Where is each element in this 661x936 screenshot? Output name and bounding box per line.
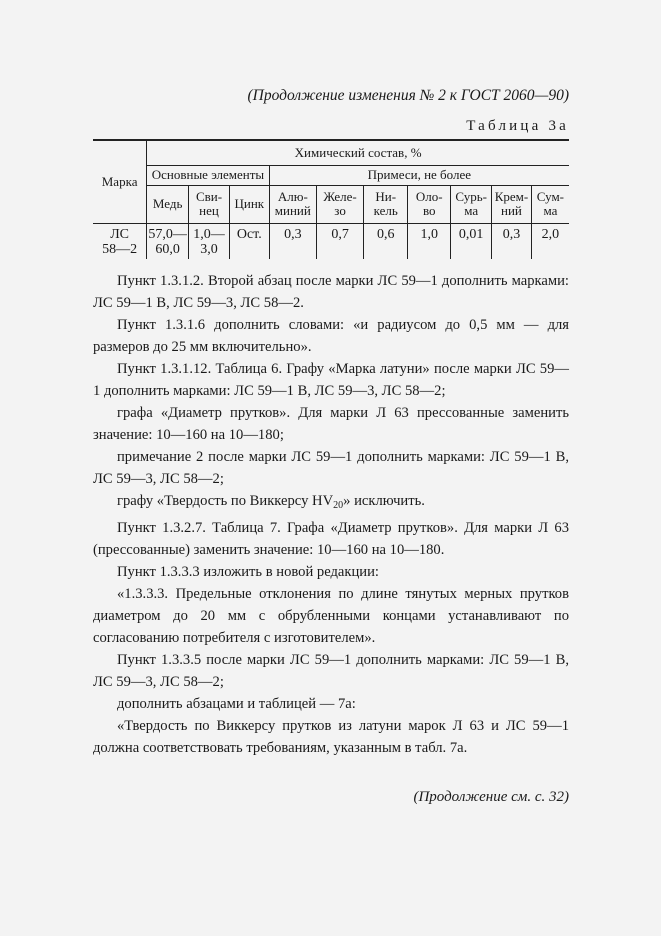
paragraph: примечание 2 после марки ЛС 59—1 дополнить марками: ЛС 59—1 В, ЛС 59—3, ЛС 58—2; bbox=[93, 449, 569, 487]
paragraph: «1.3.3.3. Предельные отклонения по длине тянутых мерных прутков диаметром до 20 мм с обрубленными концами устанавливают по согласованию потребителя с изготовителем». bbox=[93, 586, 569, 646]
col-nickel-header: Ни- кель bbox=[364, 185, 408, 223]
chemical-composition-table bbox=[93, 139, 569, 259]
col-iron-header: Желе- зо bbox=[316, 185, 363, 223]
paragraph: Пункт 1.3.1.6 дополнить словами: «и радиусом до 0,5 мм — для размеров до 25 мм включительно». bbox=[93, 317, 569, 355]
col-silicon-header: Крем- ний bbox=[492, 185, 532, 223]
impurities-header: Примеси, не более bbox=[269, 165, 569, 185]
col-aluminium-header: Алю- миний bbox=[269, 185, 316, 223]
paragraph-hv: графу «Твердость по Виккерсу $HV_{20}$» исключить. bbox=[117, 493, 425, 511]
cell-tin: 1,0 bbox=[408, 223, 451, 259]
paragraph: Пункт 1.3.3.5 после марки ЛС 59—1 дополнить марками: ЛС 59—1 В, ЛС 59—3, ЛС 58—2; bbox=[93, 652, 569, 690]
table-caption: Таблица 3а bbox=[466, 118, 569, 134]
body-text bbox=[93, 270, 569, 759]
cell-zinc: Ост. bbox=[229, 223, 269, 259]
paragraph: Пункт 1.3.1.2. Второй абзац после марки ЛС 59—1 дополнить марками: ЛС 59—1 В, ЛС 59—3, ЛС 58—2. bbox=[93, 273, 569, 311]
paragraph: Пункт 1.3.3.3 изложить в новой редакции: bbox=[117, 564, 379, 580]
cell-copper: 57,0— 60,0 bbox=[147, 223, 189, 259]
col-sum-header: Сум- ма bbox=[531, 185, 569, 223]
footer-note: (Продолжение см. с. 32) bbox=[413, 789, 569, 805]
col-copper-header: Медь bbox=[147, 185, 189, 223]
cell-aluminium: 0,3 bbox=[269, 223, 316, 259]
paragraph: Пункт 1.3.2.7. Таблица 7. Графа «Диаметр прутков». Для марки Л 63 (прессованные) заменить значение: 10—160 на 10—180. bbox=[93, 520, 569, 558]
paragraph: графа «Диаметр прутков». Для марки Л 63 прессованные заменить значение: 10—160 на 10—180; bbox=[93, 405, 569, 443]
col-tin-header: Оло- во bbox=[408, 185, 451, 223]
cell-marka: ЛС 58—2 bbox=[93, 223, 147, 259]
cell-antimony: 0,01 bbox=[451, 223, 492, 259]
col-marka-header: Марка bbox=[93, 140, 147, 223]
paragraph: «Твердость по Виккерсу прутков из латуни марок Л 63 и ЛС 59—1 должна соответствовать требованиям, указанным в табл. 7а. bbox=[93, 718, 569, 756]
cell-lead: 1,0— 3,0 bbox=[189, 223, 230, 259]
main-elements-header: Основные элементы bbox=[147, 165, 269, 185]
cell-sum: 2,0 bbox=[531, 223, 569, 259]
col-lead-header: Сви- нец bbox=[189, 185, 230, 223]
header-note: (Продолжение изменения № 2 к ГОСТ 2060—90) bbox=[247, 87, 569, 104]
composition-group-header: Химический состав, % bbox=[147, 140, 569, 165]
paragraph: Пункт 1.3.1.12. Таблица 6. Графу «Марка латуни» после марки ЛС 59—1 дополнить марками: ЛС 59—1 В, ЛС 59—3, ЛС 58—2; bbox=[93, 361, 569, 399]
paragraph: дополнить абзацами и таблицей — 7а: bbox=[117, 696, 356, 712]
cell-silicon: 0,3 bbox=[492, 223, 532, 259]
cell-nickel: 0,6 bbox=[364, 223, 408, 259]
hv-subscript: 20 bbox=[333, 500, 344, 511]
col-antimony-header: Сурь- ма bbox=[451, 185, 492, 223]
col-zinc-header: Цинк bbox=[229, 185, 269, 223]
cell-iron: 0,7 bbox=[316, 223, 363, 259]
table-row bbox=[93, 223, 569, 259]
